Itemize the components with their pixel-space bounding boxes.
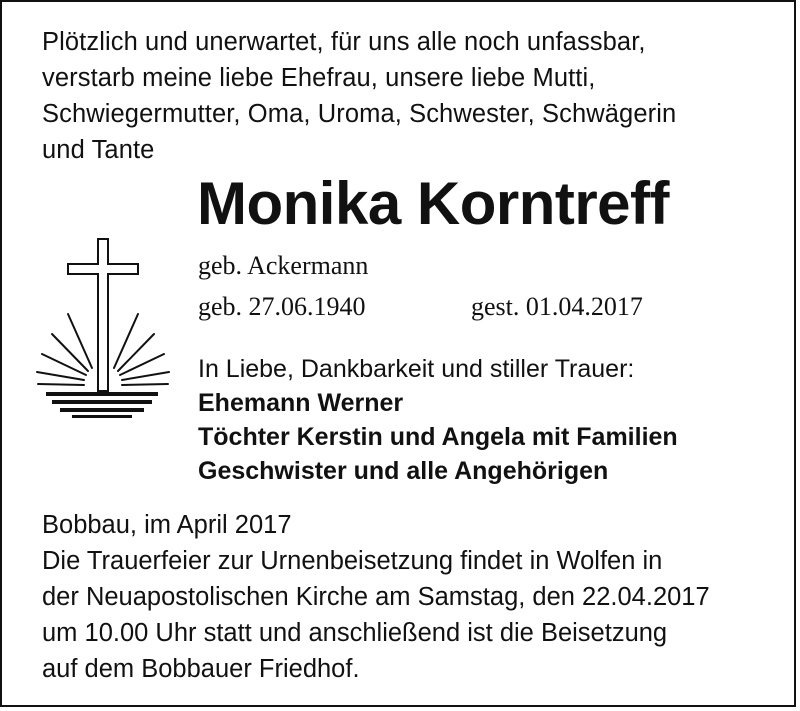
service-line: Die Trauerfeier zur Urnenbeisetzung findet in Wolfen in xyxy=(42,547,663,575)
closing-text xyxy=(42,507,782,687)
service-line: auf dem Bobbauer Friedhof. xyxy=(42,655,360,683)
cross-with-rising-sun-icon xyxy=(32,234,172,419)
service-line: um 10.00 Uhr statt und anschließend ist die Beisetzung xyxy=(42,619,668,647)
mourners-block xyxy=(198,352,678,488)
intro-line: Schwiegermutter, Oma, Uroma, Schwester, Schwägerin xyxy=(42,100,677,128)
mourning-heading: In Liebe, Dankbarkeit und stiller Trauer: xyxy=(198,355,635,383)
intro-line: verstarb meine liebe Ehefrau, unsere liebe Mutti, xyxy=(42,64,596,92)
death-date: gest. 01.04.2017 xyxy=(471,292,643,321)
mourner-line: Geschwister und alle Angehörigen xyxy=(198,457,609,485)
intro-text xyxy=(42,24,772,168)
mourner-line: Ehemann Werner xyxy=(198,389,404,417)
maiden-name: geb. Ackermann xyxy=(198,251,369,280)
intro-line: Plötzlich und unerwartet, für uns alle noch unfassbar, xyxy=(42,28,646,56)
birth-date: geb. 27.06.1940 xyxy=(198,292,366,321)
place-date: Bobbau, im April 2017 xyxy=(42,511,292,539)
service-line: der Neuapostolischen Kirche am Samstag, den 22.04.2017 xyxy=(42,583,710,611)
intro-line: und Tante xyxy=(42,136,155,164)
life-dates xyxy=(198,291,643,323)
deceased-name: Monika Korntreff xyxy=(197,170,669,237)
mourner-line: Töchter Kerstin und Angela mit Familien xyxy=(198,423,678,451)
